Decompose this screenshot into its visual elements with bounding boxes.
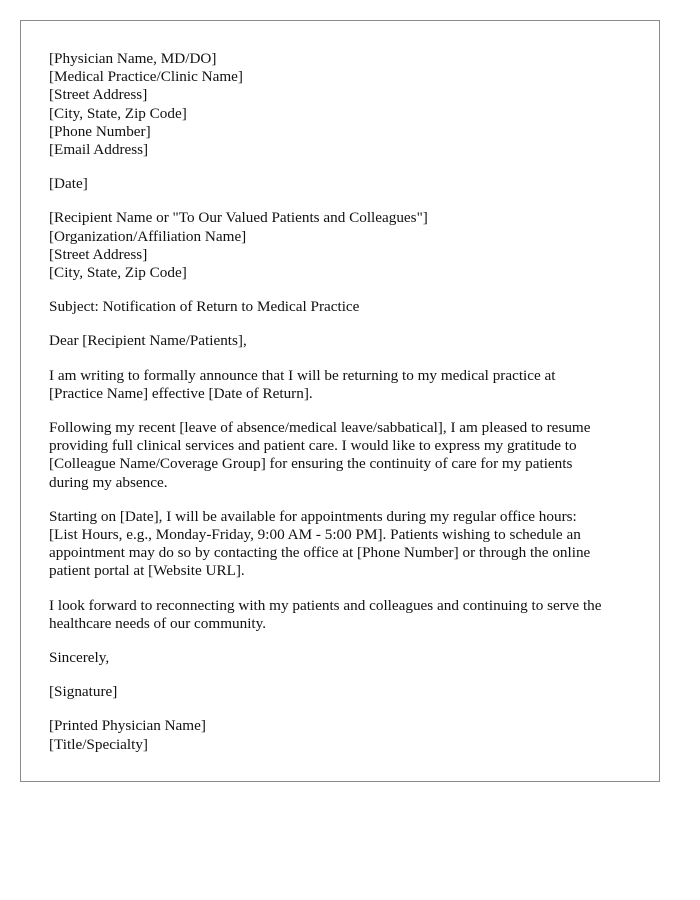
paragraph-line: patient portal at [Website URL]. — [49, 562, 245, 580]
date-text: [Date] — [49, 175, 88, 193]
recipient-address-block — [49, 209, 631, 282]
subject-text: Subject: Notification of Return to Medical Practice — [49, 298, 360, 316]
sender-address-block — [49, 50, 631, 159]
sender-name: [Physician Name, MD/DO] — [49, 50, 217, 67]
body-paragraph-2 — [49, 419, 631, 492]
title-specialty: [Title/Specialty] — [49, 735, 148, 753]
paragraph-line: during my absence. — [49, 473, 168, 491]
sender-email: [Email Address] — [49, 141, 149, 159]
sender-practice: [Medical Practice/Clinic Name] — [49, 68, 243, 86]
recipient-name: [Recipient Name or "To Our Valued Patients and Colleagues"] — [49, 209, 428, 227]
signature — [49, 683, 631, 701]
letter-date — [49, 175, 631, 193]
recipient-city: [City, State, Zip Code] — [49, 264, 187, 282]
letter-document — [20, 20, 660, 782]
body-paragraph-3 — [49, 508, 631, 581]
sender-street: [Street Address] — [49, 86, 148, 104]
sender-city: [City, State, Zip Code] — [49, 104, 187, 122]
paragraph-line: I am writing to formally announce that I will be returning to my medical practice at — [49, 366, 556, 384]
paragraph-line: healthcare needs of our community. — [49, 614, 267, 632]
subject-line — [49, 298, 631, 316]
body-paragraph-4 — [49, 597, 631, 633]
salutation-text: Dear [Recipient Name/Patients], — [49, 332, 247, 350]
printed-name: [Printed Physician Name] — [49, 717, 206, 735]
salutation — [49, 332, 631, 350]
paragraph-line: Following my recent [leave of absence/medical leave/sabbatical], I am pleased to resume — [49, 419, 591, 437]
recipient-organization: [Organization/Affiliation Name] — [49, 227, 247, 245]
paragraph-line: providing full clinical services and patient care. I would like to express my gratitude to — [49, 437, 577, 455]
paragraph-line: I look forward to reconnecting with my patients and colleagues and continuing to serve the — [49, 596, 602, 614]
sender-phone: [Phone Number] — [49, 122, 151, 140]
paragraph-line: appointment may do so by contacting the office at [Phone Number] or through the online — [49, 544, 591, 562]
body-paragraph-1 — [49, 367, 631, 403]
signature-placeholder: [Signature] — [49, 683, 118, 701]
closing-text: Sincerely, — [49, 649, 110, 667]
paragraph-line: [Practice Name] effective [Date of Return]. — [49, 384, 313, 402]
paragraph-line: Starting on [Date], I will be available for appointments during my regular office hours: — [49, 507, 577, 525]
paragraph-line: [List Hours, e.g., Monday-Friday, 9:00 AM - 5:00 PM]. Patients wishing to schedule an — [49, 526, 581, 544]
closing — [49, 649, 631, 667]
recipient-street: [Street Address] — [49, 245, 148, 263]
signoff-block — [49, 717, 631, 753]
paragraph-line: [Colleague Name/Coverage Group] for ensuring the continuity of care for my patients — [49, 455, 573, 473]
